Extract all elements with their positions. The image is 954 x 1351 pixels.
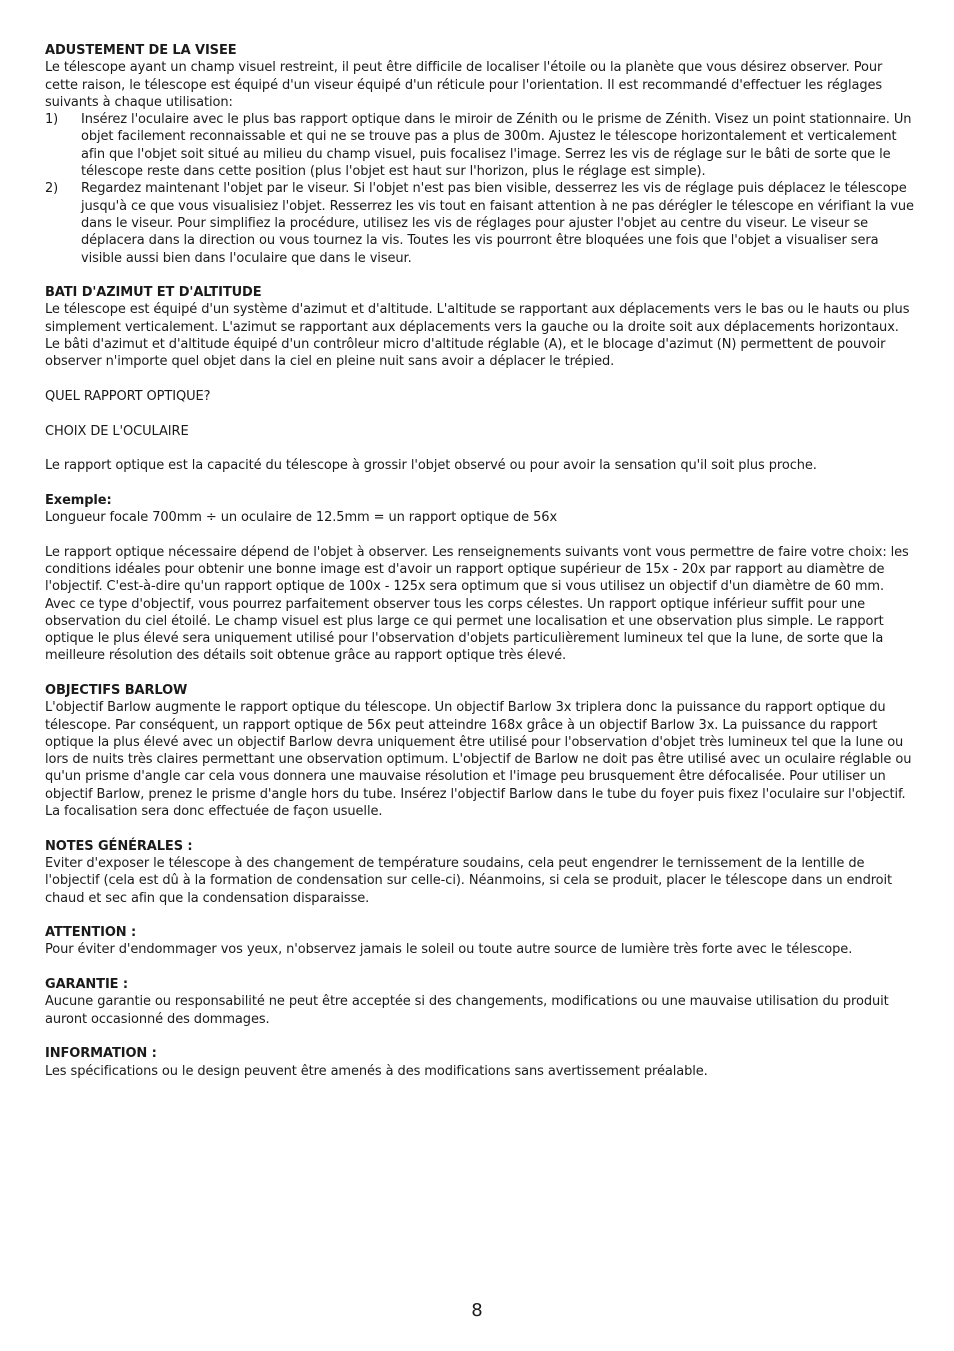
- page-number: 8: [471, 1300, 483, 1321]
- section-attention: [45, 924, 917, 959]
- paragraph: Les spécifications ou le design peuvent être amenés à des modifications sans avertissement préalable.: [45, 1063, 708, 1079]
- list-item: [45, 180, 917, 266]
- paragraph: Le rapport optique est la capacité du télescope à grossir l'objet observé ou pour avoir la sensation qu'il soit plus proche.: [45, 458, 817, 474]
- section-eyepiece: [45, 423, 917, 440]
- paragraph: Longueur focale 700mm ÷ un oculaire de 12.5mm = un rapport optique de 56x: [45, 510, 558, 526]
- paragraph: Le télescope est équipé d'un système d'azimut et d'altitude. L'altitude se rapportant aux déplacements vers le bas ou le hauts ou plus simplement verticalement. L'azimut se rapportant aux déplacements vers la gauche ou la droite soit aux déplacements horizontaux. Le bâti d'azimut et d'altitude équipé d'un contrôleur micro d'altitude réglable (A), et le blocage d'azimut (N) permettent de pouvoir observer n'importe quel objet dans la ciel en pleine nuit sans avoir a déplacer le trépied.: [45, 302, 910, 370]
- section-information: [45, 1045, 917, 1080]
- section-title: Exemple:: [45, 492, 112, 508]
- paragraph: L'objectif Barlow augmente le rapport optique du télescope. Un objectif Barlow 3x triplera donc la puissance du rapport optique du télescope. Par conséquent, un rapport optique de 56x peut atteindre 168x grâce à un objectif Barlow 3x. La puissance du rapport optique la plus élevé avec un objectif Barlow devra uniquement être utilisé pour l'observation d'objet très lumineux tel que la lune ou lors de nuits très claires permettant une observation optimum. L'objectif de Barlow ne doit pas être utilisé avec un oculaire réglable ou qu'un prisme d'angle car cela vous donnera une mauvaise résolution et l'image peu brusquement être défocalisée. Pour utiliser un objectif Barlow, prenez le prisme d'angle hors du tube. Insérez l'objectif Barlow dans le tube du foyer puis fixez l'oculaire sur l'objectif. La focalisation sera donc effectuée de façon usuelle.: [45, 700, 912, 820]
- section-magnification: [45, 544, 917, 665]
- section-title: NOTES GÉNÉRALES :: [45, 838, 193, 854]
- list-item-text: Insérez l'oculaire avec le plus bas rapport optique dans le miroir de Zénith ou le prisme de Zénith. Visez un point stationnaire. Un objet facilement reconnaissable et qui ne se trouve pas a plus de 300m. Ajustez le télescope horizontalement et verticalement afin que l'objet soit situé au milieu du champ visuel, puis focalisez l'image. Serrez les vis de réglage sur le bâti de sorte que le télescope reste dans cette position (plus l'objet est haut sur l'horizon, plus le réglage est simple).: [81, 112, 912, 180]
- section-title: CHOIX DE L'OCULAIRE: [45, 423, 189, 439]
- section-title: INFORMATION :: [45, 1046, 157, 1062]
- steps-list: [45, 111, 917, 267]
- section-notes: [45, 838, 917, 907]
- list-item-number: 2): [45, 181, 59, 197]
- section-title: GARANTIE :: [45, 977, 128, 993]
- paragraph: Eviter d'exposer le télescope à des changement de température soudains, cela peut engendrer le ternissement de la lentille de l'objectif (cela est dû à la formation de condensation sur celle-ci). Néanmoins, si cela se produit, placer le télescope dans un endroit chaud et sec afin que la condensation disparaisse.: [45, 855, 893, 906]
- section-warranty: [45, 976, 917, 1028]
- paragraph: Le télescope ayant un champ visuel restreint, il peut être difficile de localiser l'étoile ou la planète que vous désirez observer. Pour cette raison, le télescope est équipé d'un viseur équipé d'un réticule pour l'orientation. Il est recommandé d'effectuer les réglages suivants à chaque utilisation:: [45, 60, 883, 110]
- paragraph: Pour éviter d'endommager vos yeux, n'observez jamais le soleil ou toute autre source de lumière très forte avec le télescope.: [45, 942, 853, 958]
- list-item-number: 1): [45, 112, 59, 128]
- paragraph: Aucune garantie ou responsabilité ne peut être acceptée si des changements, modifications ou une mauvaise utilisation du produit auront occasionné des dommages.: [45, 994, 889, 1027]
- list-item: [45, 111, 917, 180]
- document-page: [45, 42, 917, 1097]
- section-definition: [45, 457, 917, 474]
- section-title: BATI D'AZIMUT ET D'ALTITUDE: [45, 285, 262, 301]
- section-barlow: [45, 682, 917, 820]
- section-example: [45, 492, 917, 527]
- section-title: ATTENTION :: [45, 925, 137, 941]
- section-mount: [45, 284, 917, 370]
- section-title: ADUSTEMENT DE LA VISEE: [45, 43, 237, 58]
- section-title: OBJECTIFS BARLOW: [45, 682, 188, 698]
- paragraph: Le rapport optique nécessaire dépend de l'objet à observer. Les renseignements suivants vont vous permettre de faire votre choix: les conditions idéales pour obtenir une bonne image est d'avoir un rapport optique supérieur de 15x - 20x par rapport au diamètre de l'objectif. C'est-à-dire qu'un rapport optique de 100x - 125x sera optimum que si vous utilisez un objectif d'un diamètre de 60 mm. Avec ce type d'objectif, vous pourrez parfaitement observer tous les corps célestes. Un rapport optique inférieur suffit pour une observation du ciel étoilé. Le champ visuel est plus large ce qui permet une localisation et une observation plus simple. Le rapport optique le plus élevé sera uniquement utilisé pour l'observation d'objets particulièrement lumineux tel que la lune, de sorte que la meilleure résolution des détails soit obtenue grâce au rapport optique très élevé.: [45, 544, 909, 664]
- list-item-text: Regardez maintenant l'objet par le viseur. Si l'objet n'est pas bien visible, desserrez les vis de réglage puis déplacez le télescope jusqu'à ce que vous visualisiez l'objet. Resserrez les vis tout en faisant attention à ne pas dérégler le télescope en vérifiant la vue dans le viseur. Pour simplifiez la procédure, utilisez les vis de réglages pour ajuster l'objet au centre du viseur. Le viseur se déplacera dans la direction ou vous tournez la vis. Toutes les vis pourront être bloquées une fois que l'objet a visualiser sera visible aussi bien dans l'oculaire que dans le viseur.: [81, 181, 914, 266]
- section-title: QUEL RAPPORT OPTIQUE?: [45, 388, 211, 404]
- section-question: [45, 388, 917, 405]
- section-adjust: [45, 42, 917, 267]
